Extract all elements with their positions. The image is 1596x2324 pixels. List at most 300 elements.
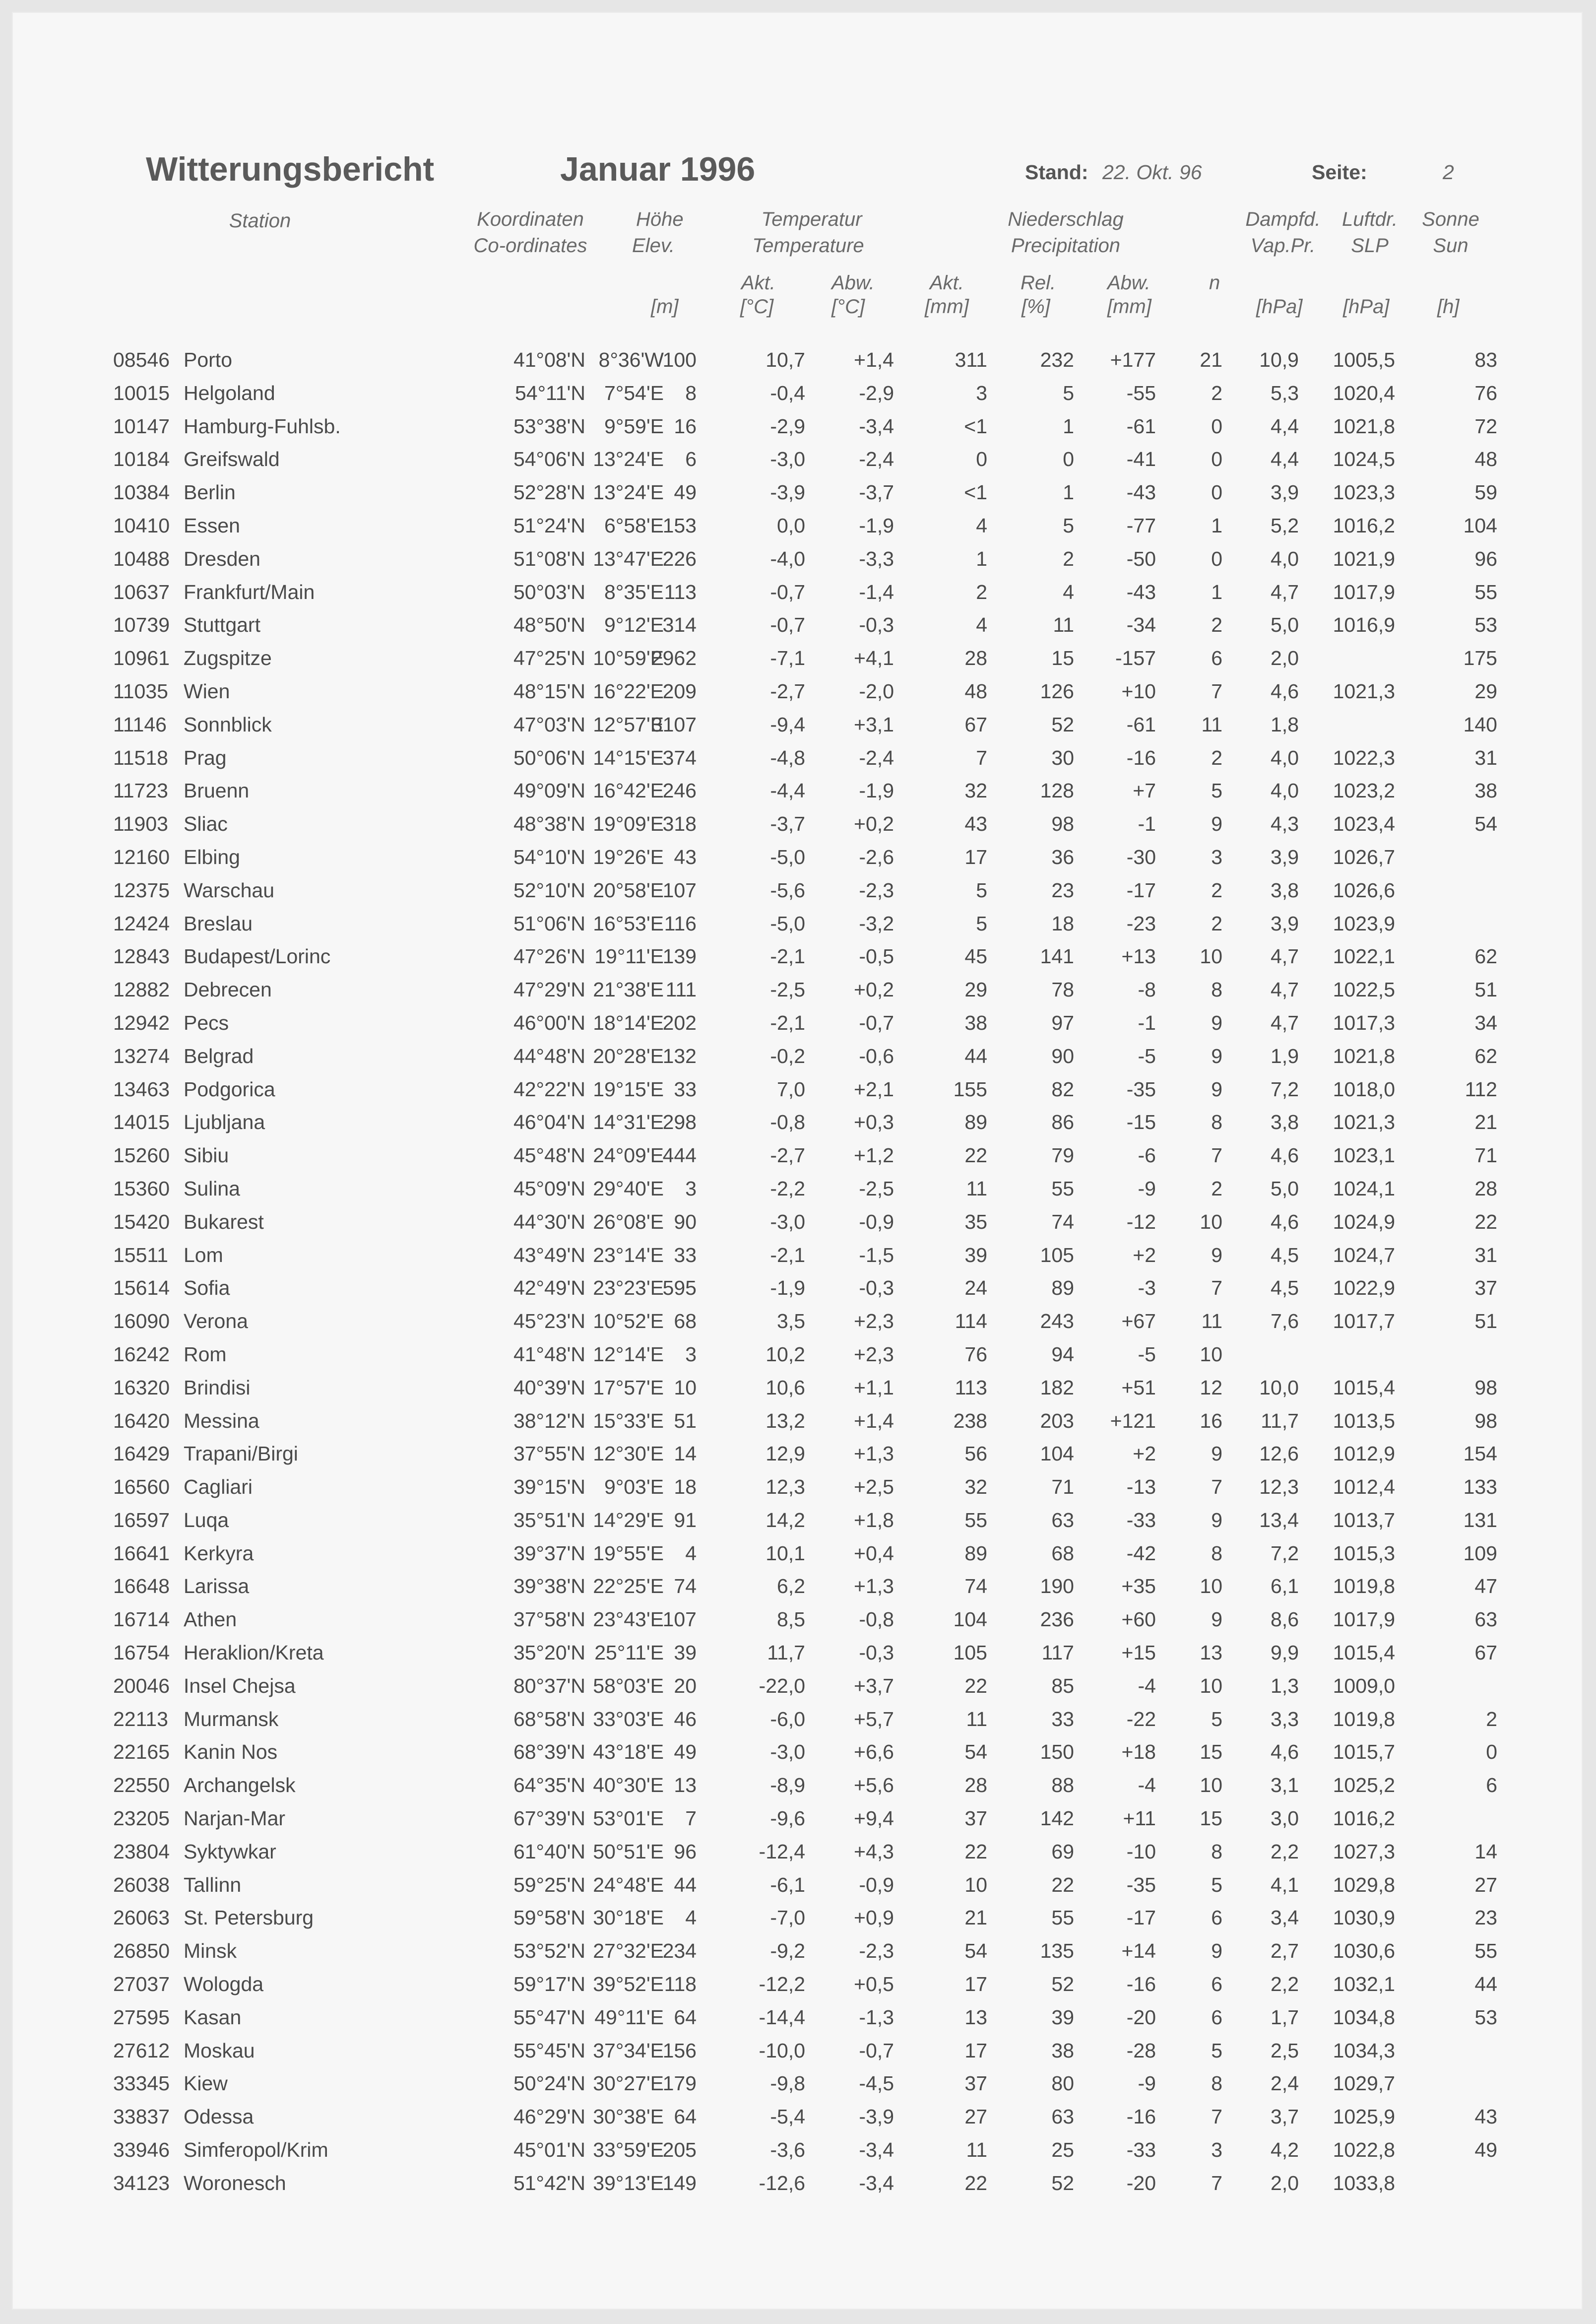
- station-name: Helgoland: [184, 381, 275, 404]
- table-row: [12, 1471, 1583, 1505]
- station-name: Trapani/Birgi: [184, 1442, 298, 1465]
- elevation: 16: [674, 414, 697, 438]
- precipitation: 11: [966, 1177, 987, 1200]
- sunshine-hours: 0: [1486, 1740, 1497, 1764]
- vapour-pressure: 10,9: [1259, 348, 1299, 371]
- station-id: 15360: [113, 1177, 170, 1200]
- latitude: 48°50'N: [513, 613, 585, 637]
- sunshine-hours: 47: [1474, 1575, 1497, 1598]
- table-row: [12, 1074, 1583, 1107]
- longitude: 53°01'E: [593, 1807, 664, 1830]
- vapour-pressure: 12,3: [1259, 1475, 1299, 1499]
- latitude: 49°09'N: [513, 779, 585, 802]
- precipitation-days: 10: [1200, 1674, 1222, 1697]
- vapour-pressure: 2,0: [1271, 647, 1299, 670]
- elevation: 118: [664, 1973, 697, 1996]
- vapour-pressure: 2,2: [1271, 1840, 1299, 1863]
- precipitation-relative: 98: [1051, 812, 1074, 836]
- table-row: [12, 1803, 1583, 1836]
- precipitation-days: 2: [1211, 746, 1222, 769]
- page-number: 2: [1443, 161, 1454, 184]
- temperature-deviation: -2,4: [859, 746, 894, 769]
- latitude: 39°37'N: [513, 1541, 585, 1565]
- stand-label: Stand:: [1025, 161, 1088, 184]
- precipitation-deviation: +11: [1123, 1807, 1156, 1830]
- elevation: 49: [674, 481, 697, 504]
- precipitation: 22: [964, 2171, 987, 2194]
- table-row: [12, 974, 1583, 1007]
- subheader-temp-abw: Abw.: [831, 272, 875, 294]
- table-row: [12, 908, 1583, 941]
- precipitation: 39: [964, 1243, 987, 1266]
- precipitation-relative: 90: [1051, 1044, 1074, 1067]
- sunshine-hours: 29: [1474, 679, 1497, 703]
- sunshine-hours: 21: [1474, 1111, 1497, 1134]
- vapour-pressure: 3,1: [1271, 1774, 1299, 1797]
- longitude: 13°24'E: [593, 481, 664, 504]
- precipitation: 28: [964, 1774, 987, 1797]
- longitude: 13°24'E: [593, 448, 664, 471]
- temperature-deviation: -0,3: [859, 1276, 894, 1300]
- precipitation-relative: 30: [1051, 746, 1074, 769]
- vapour-pressure: 7,6: [1271, 1310, 1299, 1333]
- precipitation-deviation: -13: [1126, 1475, 1156, 1499]
- precipitation-days: 7: [1211, 1276, 1222, 1300]
- temperature-deviation: -1,4: [859, 580, 894, 603]
- station-id: 12882: [113, 978, 170, 1001]
- temperature: -7,0: [770, 1906, 805, 1929]
- temperature-deviation: -1,5: [859, 1243, 894, 1266]
- sea-level-pressure: 1017,9: [1333, 1608, 1395, 1631]
- elevation: 153: [662, 514, 697, 537]
- sunshine-hours: 37: [1474, 1276, 1497, 1300]
- table-row: [12, 2134, 1583, 2168]
- latitude: 39°38'N: [513, 1575, 585, 1598]
- precipitation-days: 2: [1211, 878, 1222, 902]
- sunshine-hours: 112: [1465, 1077, 1497, 1101]
- precipitation: 37: [964, 1807, 987, 1830]
- precipitation: 56: [964, 1442, 987, 1465]
- elevation: 113: [664, 580, 697, 603]
- vapour-pressure: 11,7: [1261, 1409, 1299, 1432]
- precipitation-relative: 36: [1051, 845, 1074, 868]
- sunshine-hours: 140: [1463, 713, 1497, 736]
- station-name: Ljubljana: [184, 1111, 265, 1134]
- table-row: [12, 1007, 1583, 1041]
- elevation: 64: [674, 2005, 697, 2029]
- precipitation-relative: 142: [1040, 1807, 1074, 1830]
- temperature: -5,0: [770, 845, 805, 868]
- vapour-pressure: 12,6: [1259, 1442, 1299, 1465]
- sea-level-pressure: 1032,1: [1333, 1973, 1395, 1996]
- sea-level-pressure: 1017,9: [1333, 580, 1395, 603]
- sea-level-pressure: 1023,1: [1333, 1144, 1395, 1167]
- station-table: [12, 344, 1583, 2201]
- precipitation-days: 9: [1211, 1044, 1222, 1067]
- latitude: 40°39'N: [513, 1376, 585, 1399]
- table-row: [12, 2168, 1583, 2201]
- station-id: 27037: [113, 1973, 170, 1996]
- precipitation-days: 9: [1211, 1939, 1222, 1963]
- sea-level-pressure: 1009,0: [1333, 1674, 1395, 1697]
- vapour-pressure: 1,7: [1271, 2005, 1299, 2029]
- precipitation-deviation: +51: [1121, 1376, 1156, 1399]
- sea-level-pressure: 1022,8: [1333, 2138, 1395, 2162]
- table-row: [12, 1902, 1583, 1935]
- longitude: 30°27'E: [593, 2072, 664, 2095]
- station-name: Brindisi: [184, 1376, 251, 1399]
- longitude: 19°55'E: [593, 1541, 664, 1565]
- latitude: 61°40'N: [513, 1840, 585, 1863]
- station-id: 22165: [113, 1740, 170, 1764]
- precipitation: 28: [964, 647, 987, 670]
- sea-level-pressure: 1023,2: [1333, 779, 1395, 802]
- unit-vapour: [hPa]: [1256, 296, 1303, 318]
- temperature-deviation: +1,3: [854, 1575, 894, 1598]
- table-row: [12, 1604, 1583, 1637]
- latitude: 45°23'N: [513, 1310, 585, 1333]
- temperature: 10,2: [766, 1342, 805, 1366]
- station-id: 16714: [113, 1608, 170, 1631]
- precipitation-deviation: -61: [1126, 414, 1156, 438]
- station-name: Zugspitze: [184, 647, 272, 670]
- latitude: 59°58'N: [513, 1906, 585, 1929]
- sunshine-hours: 104: [1463, 514, 1497, 537]
- precipitation-relative: 52: [1051, 2171, 1074, 2194]
- latitude: 41°08'N: [513, 348, 585, 371]
- sunshine-hours: 53: [1474, 2005, 1497, 2029]
- station-id: 34123: [113, 2171, 170, 2194]
- temperature-deviation: +1,2: [854, 1144, 894, 1167]
- precipitation-days: 8: [1211, 978, 1222, 1001]
- latitude: 38°12'N: [513, 1409, 585, 1432]
- precipitation: <1: [964, 481, 987, 504]
- temperature: -3,9: [770, 481, 805, 504]
- precipitation: 3: [976, 381, 987, 404]
- vapour-pressure: 6,1: [1271, 1575, 1299, 1598]
- table-row: [12, 1405, 1583, 1439]
- precipitation-deviation: -20: [1126, 2005, 1156, 2029]
- vapour-pressure: 4,2: [1271, 2138, 1299, 2162]
- header-elevation-en: Elev.: [632, 235, 675, 257]
- latitude: 42°22'N: [513, 1077, 585, 1101]
- station-id: 11146: [113, 713, 167, 736]
- precipitation: 37: [964, 2072, 987, 2095]
- vapour-pressure: 7,2: [1271, 1541, 1299, 1565]
- station-name: Greifswald: [184, 448, 280, 471]
- station-id: 10961: [113, 647, 170, 670]
- table-row: [12, 676, 1583, 709]
- table-row: [12, 411, 1583, 444]
- temperature-deviation: +6,6: [854, 1740, 894, 1764]
- precipitation-relative: 15: [1051, 647, 1074, 670]
- sea-level-pressure: 1026,7: [1333, 845, 1395, 868]
- sea-level-pressure: 1021,8: [1333, 1044, 1395, 1067]
- unit-elevation: [m]: [651, 296, 679, 318]
- latitude: 46°29'N: [513, 2105, 585, 2128]
- temperature: 6,2: [777, 1575, 805, 1598]
- temperature: -22,0: [759, 1674, 805, 1697]
- precipitation-days: 10: [1200, 1342, 1222, 1366]
- precipitation-relative: 135: [1040, 1939, 1074, 1963]
- temperature: -9,8: [770, 2072, 805, 2095]
- sea-level-pressure: 1013,5: [1333, 1409, 1395, 1432]
- station-id: 15511: [113, 1243, 168, 1266]
- sea-level-pressure: 1015,7: [1333, 1740, 1395, 1764]
- precipitation-deviation: -43: [1126, 580, 1156, 603]
- elevation: 68: [674, 1310, 697, 1333]
- station-name: Moskau: [184, 2039, 255, 2062]
- longitude: 50°51'E: [593, 1840, 664, 1863]
- longitude: 27°32'E: [593, 1939, 664, 1963]
- precipitation-relative: 236: [1040, 1608, 1074, 1631]
- sunshine-hours: 96: [1474, 547, 1497, 570]
- precipitation-deviation: +35: [1121, 1575, 1156, 1598]
- precipitation-deviation: -61: [1126, 713, 1156, 736]
- page-label: Seite:: [1312, 161, 1367, 184]
- sunshine-hours: 131: [1463, 1508, 1497, 1531]
- longitude: 12°57'E: [593, 713, 664, 736]
- precipitation-relative: 74: [1051, 1210, 1074, 1233]
- temperature-deviation: +0,5: [854, 1973, 894, 1996]
- station-id: 23205: [113, 1807, 170, 1830]
- precipitation-relative: 18: [1051, 912, 1074, 935]
- station-id: 15260: [113, 1144, 170, 1167]
- temperature: -14,4: [759, 2005, 805, 2029]
- latitude: 41°48'N: [513, 1342, 585, 1366]
- unit-temp-dev: [°C]: [831, 296, 865, 318]
- precipitation-days: 10: [1200, 945, 1222, 968]
- sea-level-pressure: 1025,9: [1333, 2105, 1395, 2128]
- elevation: 49: [674, 1740, 697, 1764]
- precipitation-days: 7: [1211, 1475, 1222, 1499]
- longitude: 22°25'E: [593, 1575, 664, 1598]
- precipitation-deviation: -16: [1126, 1973, 1156, 1996]
- precipitation-relative: 104: [1040, 1442, 1074, 1465]
- longitude: 40°30'E: [593, 1774, 664, 1797]
- latitude: 51°08'N: [513, 547, 585, 570]
- precipitation-days: 8: [1211, 1541, 1222, 1565]
- temperature: -3,0: [770, 1740, 805, 1764]
- table-row: [12, 1770, 1583, 1803]
- sea-level-pressure: 1016,9: [1333, 613, 1395, 637]
- precipitation-deviation: -12: [1126, 1210, 1156, 1233]
- precipitation-relative: 203: [1040, 1409, 1074, 1432]
- temperature: 13,2: [766, 1409, 805, 1432]
- vapour-pressure: 3,9: [1271, 845, 1299, 868]
- precipitation: 89: [964, 1541, 987, 1565]
- precipitation-days: 6: [1211, 1973, 1222, 1996]
- vapour-pressure: 5,0: [1271, 613, 1299, 637]
- sunshine-hours: 31: [1474, 1243, 1497, 1266]
- precipitation-deviation: +7: [1133, 779, 1156, 802]
- sea-level-pressure: 1021,3: [1333, 679, 1395, 703]
- station-name: Warschau: [184, 878, 275, 902]
- temperature: -4,4: [770, 779, 805, 802]
- longitude: 21°38'E: [593, 978, 664, 1001]
- vapour-pressure: 2,4: [1271, 2072, 1299, 2095]
- latitude: 46°00'N: [513, 1011, 585, 1034]
- latitude: 50°06'N: [513, 746, 585, 769]
- temperature-deviation: -2,5: [859, 1177, 894, 1200]
- station-name: Tallinn: [184, 1873, 242, 1896]
- longitude: 37°34'E: [593, 2039, 664, 2062]
- precipitation: 44: [964, 1044, 987, 1067]
- temperature-deviation: +0,2: [854, 812, 894, 836]
- header-vapour-en: Vap.Pr.: [1250, 235, 1316, 257]
- precipitation-days: 9: [1211, 1011, 1222, 1034]
- precipitation-days: 10: [1200, 1210, 1222, 1233]
- longitude: 9°03'E: [604, 1475, 664, 1499]
- precipitation-relative: 128: [1040, 779, 1074, 802]
- elevation: 116: [664, 912, 697, 935]
- precipitation-relative: 1: [1063, 481, 1074, 504]
- sea-level-pressure: 1027,3: [1333, 1840, 1395, 1863]
- precipitation-days: 7: [1211, 2171, 1222, 2194]
- sunshine-hours: 175: [1463, 647, 1497, 670]
- unit-precip-dev: [mm]: [1107, 296, 1151, 318]
- precipitation-deviation: -9: [1138, 1177, 1156, 1200]
- station-id: 33345: [113, 2072, 170, 2095]
- elevation: 44: [674, 1873, 697, 1896]
- elevation: 246: [662, 779, 697, 802]
- station-name: Rom: [184, 1342, 227, 1366]
- precipitation-deviation: -43: [1126, 481, 1156, 504]
- longitude: 24°48'E: [593, 1873, 664, 1896]
- table-row: [12, 543, 1583, 577]
- temperature: -10,0: [759, 2039, 805, 2062]
- temperature-deviation: -0,9: [859, 1210, 894, 1233]
- station-id: 12375: [113, 878, 170, 902]
- vapour-pressure: 4,3: [1271, 812, 1299, 836]
- longitude: 20°28'E: [593, 1044, 664, 1067]
- header-slp-en: SLP: [1351, 235, 1389, 257]
- precipitation-deviation: -9: [1138, 2072, 1156, 2095]
- station-id: 16090: [113, 1310, 170, 1333]
- latitude: 47°26'N: [513, 945, 585, 968]
- precipitation-days: 6: [1211, 2005, 1222, 2029]
- vapour-pressure: 4,5: [1271, 1276, 1299, 1300]
- elevation: 179: [662, 2072, 697, 2095]
- elevation: 33: [674, 1243, 697, 1266]
- precipitation-deviation: -35: [1126, 1077, 1156, 1101]
- temperature-deviation: +4,1: [854, 647, 894, 670]
- elevation: 595: [662, 1276, 697, 1300]
- temperature: 14,2: [766, 1508, 805, 1531]
- table-row: [12, 1272, 1583, 1306]
- precipitation: 74: [964, 1575, 987, 1598]
- temperature-deviation: -3,3: [859, 547, 894, 570]
- temperature: -4,8: [770, 746, 805, 769]
- precipitation-deviation: -33: [1126, 2138, 1156, 2162]
- vapour-pressure: 3,8: [1271, 1111, 1299, 1134]
- vapour-pressure: 3,0: [1271, 1807, 1299, 1830]
- header-vapour-de: Dampfd.: [1245, 208, 1321, 230]
- report-page: [12, 12, 1583, 2310]
- temperature: -0,7: [770, 613, 805, 637]
- sea-level-pressure: 1026,6: [1333, 878, 1395, 902]
- temperature: -2,7: [770, 1144, 805, 1167]
- latitude: 53°38'N: [513, 414, 585, 438]
- station-id: 16648: [113, 1575, 170, 1598]
- table-row: [12, 1836, 1583, 1869]
- elevation: 4: [685, 1906, 697, 1929]
- temperature: -3,0: [770, 448, 805, 471]
- precipitation-deviation: +18: [1121, 1740, 1156, 1764]
- latitude: 39°15'N: [513, 1475, 585, 1499]
- report-title: Witterungsbericht: [146, 150, 435, 188]
- temperature-deviation: -3,9: [859, 2105, 894, 2128]
- precipitation-relative: 39: [1051, 2005, 1074, 2029]
- sunshine-hours: 14: [1474, 1840, 1497, 1863]
- temperature-deviation: -2,0: [859, 679, 894, 703]
- station-name: Prag: [184, 746, 227, 769]
- vapour-pressure: 4,6: [1271, 1740, 1299, 1764]
- subheader-precip-rel: Rel.: [1021, 272, 1056, 294]
- vapour-pressure: 4,6: [1271, 679, 1299, 703]
- station-name: Murmansk: [184, 1707, 279, 1730]
- precipitation-relative: 2: [1063, 547, 1074, 570]
- sunshine-hours: 53: [1474, 613, 1497, 637]
- sea-level-pressure: 1021,8: [1333, 414, 1395, 438]
- precipitation-days: 2: [1211, 613, 1222, 637]
- precipitation: 4: [976, 514, 987, 537]
- precipitation: 32: [964, 1475, 987, 1499]
- latitude: 54°10'N: [513, 845, 585, 868]
- station-id: 12424: [113, 912, 170, 935]
- precipitation-deviation: -77: [1126, 514, 1156, 537]
- sea-level-pressure: 1025,2: [1333, 1774, 1395, 1797]
- sea-level-pressure: 1023,4: [1333, 812, 1395, 836]
- precipitation-days: 11: [1201, 1310, 1222, 1333]
- station-id: 33946: [113, 2138, 170, 2162]
- precipitation: 45: [964, 945, 987, 968]
- temperature-deviation: +9,4: [854, 1807, 894, 1830]
- longitude: 16°22'E: [593, 679, 664, 703]
- station-name: Kiew: [184, 2072, 228, 2095]
- latitude: 53°52'N: [513, 1939, 585, 1963]
- temperature: -2,1: [770, 945, 805, 968]
- station-name: Minsk: [184, 1939, 237, 1963]
- temperature-deviation: +0,4: [854, 1541, 894, 1565]
- station-id: 16242: [113, 1342, 170, 1366]
- precipitation-relative: 63: [1051, 1508, 1074, 1531]
- elevation: 209: [662, 679, 697, 703]
- precipitation-deviation: -30: [1126, 845, 1156, 868]
- temperature-deviation: +2,3: [854, 1310, 894, 1333]
- precipitation-deviation: -8: [1138, 978, 1156, 1001]
- station-id: 16641: [113, 1541, 170, 1565]
- station-name: Woronesch: [184, 2171, 286, 2194]
- sea-level-pressure: 1015,4: [1333, 1376, 1395, 1399]
- precipitation-relative: 25: [1051, 2138, 1074, 2162]
- vapour-pressure: 7,2: [1271, 1077, 1299, 1101]
- temperature-deviation: -1,3: [859, 2005, 894, 2029]
- longitude: 33°03'E: [593, 1707, 664, 1730]
- table-row: [12, 378, 1583, 411]
- precipitation: 27: [964, 2105, 987, 2128]
- header-temperature-de: Temperatur: [761, 208, 862, 230]
- station-id: 10739: [113, 613, 170, 637]
- precipitation: 1: [976, 547, 987, 570]
- station-id: 10015: [113, 381, 170, 404]
- temperature: -0,8: [770, 1111, 805, 1134]
- precipitation-relative: 243: [1040, 1310, 1074, 1333]
- station-name: Narjan-Mar: [184, 1807, 286, 1830]
- temperature-deviation: +2,3: [854, 1342, 894, 1366]
- sunshine-hours: 51: [1474, 1310, 1497, 1333]
- temperature-deviation: -0,3: [859, 613, 894, 637]
